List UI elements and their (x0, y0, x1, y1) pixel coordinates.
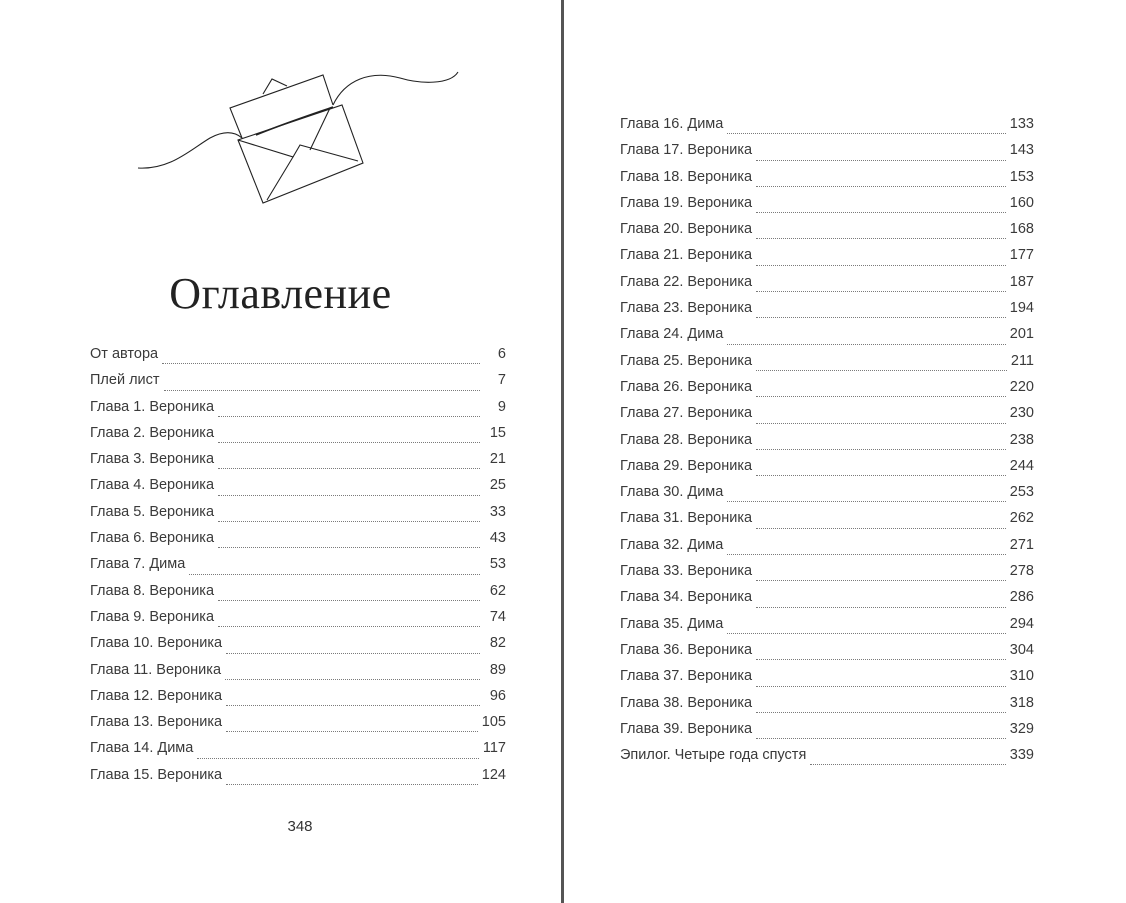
toc-entry[interactable] (620, 537, 1034, 563)
toc-entry-page: 168 (1009, 221, 1034, 238)
toc-entry[interactable] (620, 274, 1034, 300)
toc-entry-page: 96 (489, 687, 506, 704)
toc-entry[interactable] (620, 695, 1034, 721)
toc-entry[interactable] (90, 530, 506, 556)
dot-leader (756, 160, 1006, 161)
toc-entry[interactable] (620, 405, 1034, 431)
toc-entry[interactable] (90, 740, 506, 766)
toc-entry-page: 105 (481, 714, 506, 731)
dot-leader (226, 731, 478, 732)
toc-entry-page: 6 (497, 346, 506, 362)
toc-entry-page: 43 (489, 530, 506, 547)
dot-leader (226, 705, 480, 706)
toc-entry-label: Глава 16. Дима (620, 116, 724, 132)
dot-leader (218, 468, 480, 469)
toc-entry-page: 117 (482, 740, 506, 757)
toc-entry-page: 177 (1009, 247, 1034, 264)
page-number: 348 (287, 818, 313, 835)
dot-leader (756, 449, 1006, 450)
dot-leader (226, 784, 478, 785)
toc-entry-page: 329 (1009, 720, 1034, 737)
toc-entry-label: Глава 31. Вероника (620, 510, 753, 527)
dot-leader (756, 659, 1006, 660)
toc-entry-label: Глава 37. Вероника (620, 668, 753, 685)
toc-entry-label: Глава 10. Вероника (90, 635, 223, 652)
toc-entry[interactable] (620, 116, 1034, 142)
toc-entry-label: Глава 35. Дима (620, 615, 724, 632)
toc-entry[interactable] (90, 688, 506, 714)
dot-leader (218, 495, 480, 496)
toc-entry[interactable] (620, 326, 1034, 352)
toc-entry-label: Глава 9. Вероника (90, 608, 215, 625)
dot-leader (756, 528, 1006, 529)
dot-leader (756, 396, 1006, 397)
dot-leader (756, 265, 1006, 266)
toc-entry-page: 82 (489, 635, 506, 652)
toc-entry[interactable] (620, 195, 1034, 221)
dot-leader (218, 416, 480, 417)
dot-leader (756, 317, 1006, 318)
toc-entry-page: 286 (1009, 589, 1034, 606)
dot-leader (218, 600, 480, 601)
toc-entry-label: Глава 36. Вероника (620, 641, 753, 658)
toc-entry[interactable] (90, 399, 506, 425)
toc-entry-label: Глава 26. Вероника (620, 378, 753, 395)
dot-leader (756, 738, 1006, 739)
toc-entry[interactable] (620, 379, 1034, 405)
toc-entry-label: Глава 29. Вероника (620, 457, 753, 474)
toc-entry-label: Глава 25. Вероника (620, 352, 753, 369)
toc-entry-label: От автора (90, 346, 159, 362)
toc-entry-label: Глава 34. Вероника (620, 589, 753, 606)
toc-entry-label: Глава 22. Вероника (620, 273, 753, 290)
dot-leader (225, 679, 480, 680)
toc-entry-page: 310 (1009, 668, 1034, 685)
toc-entry-page: 339 (1009, 747, 1034, 764)
toc-entry-page: 25 (489, 477, 506, 494)
toc-entry-label: Глава 17. Вероника (620, 142, 753, 159)
toc-entry[interactable] (620, 221, 1034, 247)
toc-entry[interactable] (620, 668, 1034, 694)
dot-leader (164, 390, 480, 391)
dot-leader (756, 712, 1006, 713)
toc-entry-label: Эпилог. Четыре года спустя (620, 747, 807, 764)
toc-entry-page: 9 (497, 398, 506, 415)
toc-entry-page: 21 (489, 451, 506, 468)
toc-entry[interactable] (620, 563, 1034, 589)
toc-entry-page: 220 (1009, 378, 1034, 395)
dot-leader (226, 653, 480, 654)
dot-leader (756, 186, 1006, 187)
toc-entry-label: Глава 6. Вероника (90, 530, 215, 547)
toc-entry[interactable] (90, 583, 506, 609)
table-of-contents-left (90, 346, 506, 793)
toc-entry-label: Глава 20. Вероника (620, 221, 753, 238)
toc-entry-page: 194 (1009, 300, 1034, 317)
toc-entry[interactable] (620, 589, 1034, 615)
toc-entry-label: Глава 30. Дима (620, 484, 724, 501)
toc-entry-label: Глава 14. Дима (90, 740, 194, 757)
toc-entry-page: 230 (1009, 405, 1034, 422)
toc-entry-label: Плей лист (90, 372, 160, 389)
toc-entry-label: Глава 15. Вероника (90, 766, 223, 783)
toc-entry-label: Глава 3. Вероника (90, 451, 215, 468)
toc-entry-label: Глава 32. Дима (620, 536, 724, 553)
dot-leader (756, 238, 1006, 239)
toc-entry-page: 153 (1009, 168, 1034, 185)
toc-entry-label: Глава 1. Вероника (90, 398, 215, 415)
toc-entry-page: 304 (1009, 641, 1034, 658)
toc-entry[interactable] (90, 662, 506, 688)
toc-entry-page: 143 (1009, 142, 1034, 159)
toc-entry[interactable] (620, 432, 1034, 458)
toc-entry-page: 271 (1009, 536, 1034, 553)
toc-entry-label: Глава 5. Вероника (90, 503, 215, 520)
dot-leader (756, 370, 1007, 371)
toc-entry[interactable] (620, 721, 1034, 747)
toc-entry-label: Глава 19. Вероника (620, 194, 753, 211)
toc-entry-label: Глава 21. Вероника (620, 247, 753, 264)
toc-entry-label: Глава 18. Вероника (620, 168, 753, 185)
toc-entry-label: Глава 27. Вероника (620, 405, 753, 422)
toc-entry-page: 294 (1009, 615, 1034, 632)
toc-entry[interactable] (620, 300, 1034, 326)
page-title: Оглавление (169, 269, 392, 318)
dot-leader (218, 521, 480, 522)
dot-leader (727, 633, 1005, 634)
toc-entry-page: 238 (1009, 431, 1034, 448)
toc-entry-page: 33 (489, 503, 506, 520)
toc-entry[interactable] (90, 451, 506, 477)
toc-entry[interactable] (90, 609, 506, 635)
toc-entry-label: Глава 13. Вероника (90, 714, 223, 731)
toc-entry[interactable] (90, 714, 506, 740)
toc-entry-label: Глава 11. Вероника (90, 661, 222, 678)
toc-entry-page: 62 (489, 582, 506, 599)
toc-entry[interactable] (90, 346, 506, 372)
dot-leader (162, 363, 480, 364)
toc-entry-label: Глава 4. Вероника (90, 477, 215, 494)
toc-entry[interactable] (620, 169, 1034, 195)
toc-entry[interactable] (620, 484, 1034, 510)
toc-entry[interactable] (620, 642, 1034, 668)
toc-entry-label: Глава 28. Вероника (620, 431, 753, 448)
toc-entry-page: 187 (1009, 273, 1034, 290)
toc-entry-page: 262 (1009, 510, 1034, 527)
toc-entry-label: Глава 8. Вероника (90, 582, 215, 599)
dot-leader (756, 423, 1006, 424)
dot-leader (756, 580, 1006, 581)
table-of-contents-right (620, 116, 1034, 773)
dot-leader (756, 475, 1006, 476)
envelope-line-art-icon (130, 60, 470, 220)
toc-entry[interactable] (90, 635, 506, 661)
toc-entry-page: 15 (489, 424, 506, 441)
toc-entry-label: Глава 23. Вероника (620, 300, 753, 317)
dot-leader (756, 291, 1006, 292)
toc-entry[interactable] (620, 616, 1034, 642)
toc-entry[interactable] (90, 425, 506, 451)
toc-entry-page: 7 (497, 372, 506, 389)
toc-entry-page: 124 (481, 766, 506, 783)
toc-entry[interactable] (90, 372, 506, 398)
toc-entry[interactable] (620, 510, 1034, 536)
dot-leader (756, 686, 1006, 687)
toc-entry-page: 133 (1009, 116, 1034, 132)
toc-entry-label: Глава 7. Дима (90, 556, 186, 573)
dot-leader (197, 758, 479, 759)
toc-entry-page: 74 (489, 608, 506, 625)
dot-leader (218, 442, 480, 443)
dot-leader (189, 574, 480, 575)
toc-entry[interactable] (90, 556, 506, 582)
dot-leader (727, 344, 1005, 345)
toc-entry[interactable] (620, 747, 1034, 773)
toc-entry-page: 211 (1010, 352, 1034, 369)
toc-entry[interactable] (620, 247, 1034, 273)
toc-entry-page: 253 (1009, 484, 1034, 501)
toc-entry[interactable] (90, 477, 506, 503)
dot-leader (727, 133, 1005, 134)
toc-entry-page: 160 (1009, 194, 1034, 211)
toc-entry-label: Глава 33. Вероника (620, 563, 753, 580)
dot-leader (218, 547, 480, 548)
toc-entry-label: Глава 39. Вероника (620, 720, 753, 737)
toc-entry-label: Глава 2. Вероника (90, 424, 215, 441)
dot-leader (727, 501, 1005, 502)
toc-entry[interactable] (620, 142, 1034, 168)
toc-entry-page: 201 (1009, 326, 1034, 343)
dot-leader (218, 626, 480, 627)
dot-leader (727, 554, 1005, 555)
toc-entry-page: 318 (1009, 694, 1034, 711)
toc-entry[interactable] (90, 767, 506, 793)
toc-entry[interactable] (90, 504, 506, 530)
toc-entry-page: 244 (1009, 457, 1034, 474)
dot-leader (756, 212, 1006, 213)
left-page (0, 0, 561, 903)
dot-leader (810, 764, 1005, 765)
toc-entry-page: 53 (489, 556, 506, 573)
toc-entry[interactable] (620, 458, 1034, 484)
toc-entry-label: Глава 24. Дима (620, 326, 724, 343)
dot-leader (756, 607, 1006, 608)
toc-entry[interactable] (620, 353, 1034, 379)
toc-entry-label: Глава 12. Вероника (90, 687, 223, 704)
toc-entry-label: Глава 38. Вероника (620, 694, 753, 711)
toc-entry-page: 278 (1009, 563, 1034, 580)
toc-entry-page: 89 (489, 661, 506, 678)
